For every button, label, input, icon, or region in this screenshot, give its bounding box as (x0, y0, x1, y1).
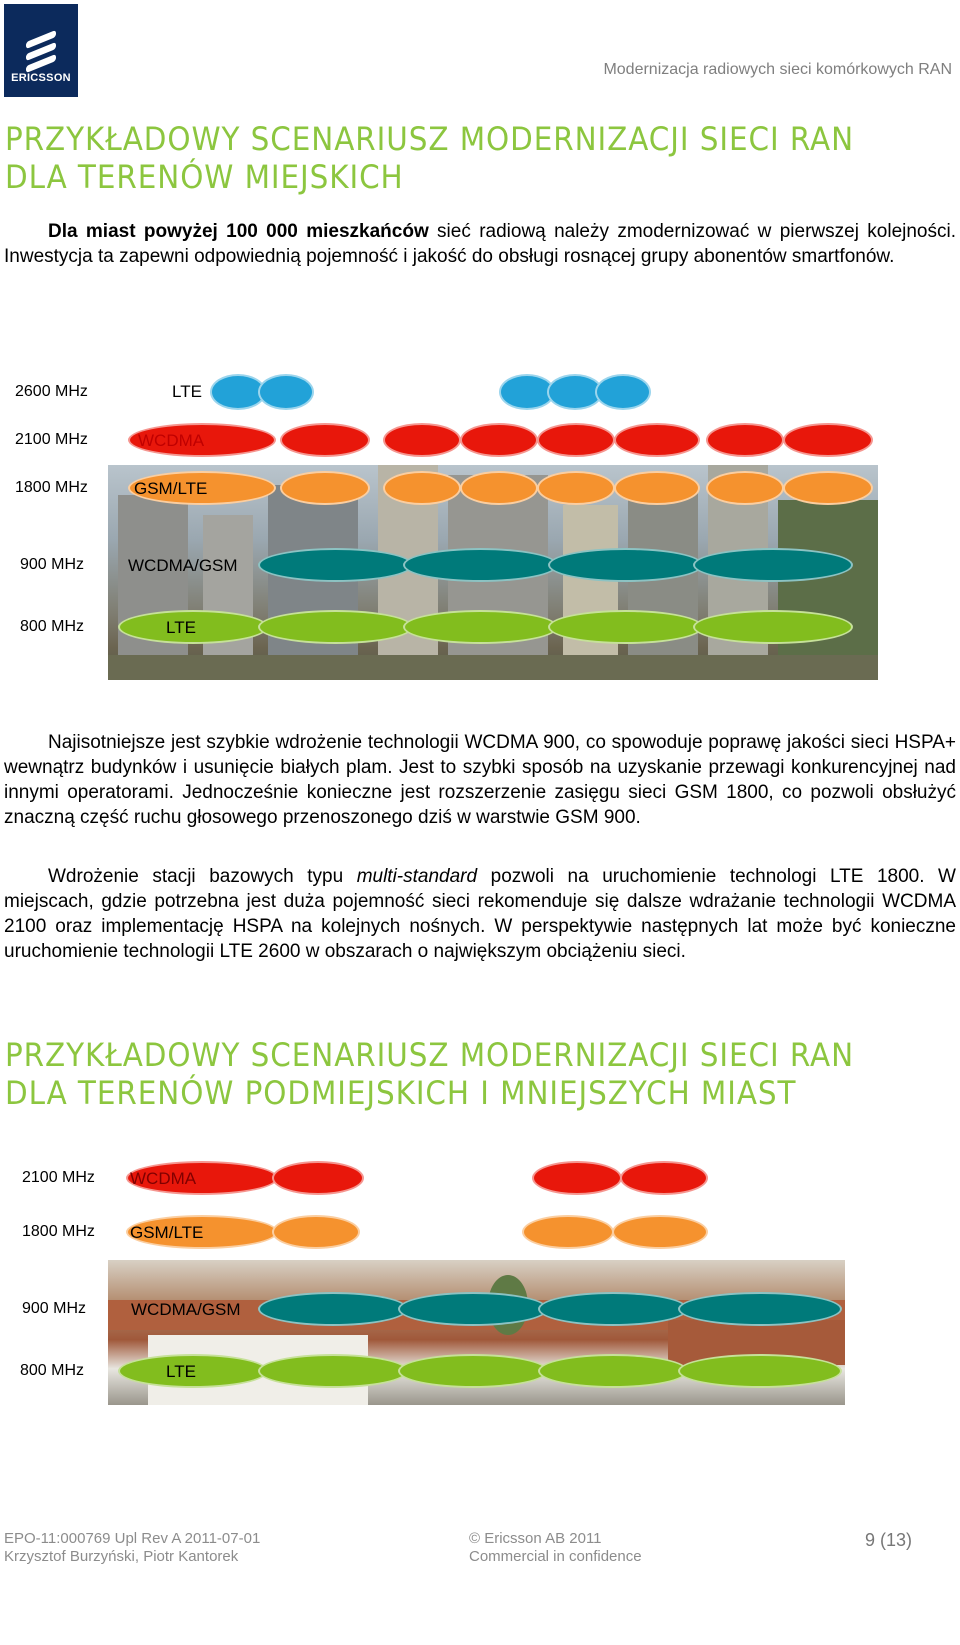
band-900-label: 900 MHz (22, 1300, 87, 1317)
intro-paragraph (4, 219, 956, 269)
wcdma2100-label: WCDMA (130, 1169, 197, 1188)
wcdma900-label: WCDMA/GSM (128, 556, 238, 575)
footer-doc-id: EPO-11:000769 Upl Rev A 2011-07-01 (4, 1530, 261, 1547)
lte2600-cell (595, 374, 651, 410)
band-800-label: 800 MHz (20, 1362, 85, 1379)
section-title-urban (5, 120, 870, 196)
lte800-cell (678, 1354, 842, 1388)
wcdma900-cell (398, 1292, 548, 1326)
gsm1800-cell (783, 471, 873, 505)
lte800-label: LTE (166, 1362, 196, 1381)
wcdma900-label: WCDMA/GSM (131, 1300, 241, 1319)
lte800-cell (693, 610, 853, 644)
lte800-label: LTE (166, 618, 196, 637)
lte2600-label: LTE (172, 382, 202, 401)
gsm1800-cell (522, 1215, 614, 1249)
gsm1800-label: GSM/LTE (130, 1223, 204, 1242)
section-title-line1: PRZYKŁADOWY SCENARIUSZ MODERNIZACJI SIECI RAN (5, 1036, 855, 1074)
footer-left (4, 1530, 260, 1566)
intro-text: sieć radiową należy zmodernizować w pierwszej kolejności. Inwestycja ta zapewni odpowiednią pojemność i jakość do obsługi rosnącej grupy abonentów smartfonów. (4, 221, 956, 267)
document-title: Modernizacja radiowych sieci komórkowych RAN (603, 61, 952, 78)
wcdma2100-cell (532, 1161, 622, 1195)
lte800-cell (258, 610, 413, 644)
gsm1800-cell (280, 471, 370, 505)
footer-copyright: © Ericsson AB 2011 (469, 1530, 602, 1547)
wcdma900-cell (403, 548, 558, 582)
gsm1800-cell (612, 1215, 708, 1249)
wcdma2100-cell (272, 1161, 364, 1195)
lte2600-cell (258, 374, 314, 410)
paragraph-multistandard (4, 864, 956, 964)
section-title-line1: PRZYKŁADOWY SCENARIUSZ MODERNIZACJI SIECI RAN (5, 120, 855, 158)
band-1800-label: 1800 MHz (22, 1223, 95, 1240)
footer-confidential: Commercial in confidence (469, 1548, 642, 1565)
band-2600-label: 2600 MHz (15, 383, 88, 400)
band-2100-label: 2100 MHz (22, 1169, 95, 1186)
ericsson-logo-icon (26, 34, 58, 70)
para3-text-a: Wdrożenie stacji bazowych typu (48, 866, 357, 887)
wcdma900-cell (548, 548, 703, 582)
paragraph-wcdma900: Najisotniejsze jest szybkie wdrożenie technologii WCDMA 900, co spowoduje poprawę jakości sieci HSPA+ wewnątrz budynków i usunięcie białych plam. Jest to szybki sposób na uzyskanie przewagi konkurencyjnej nad innymi operatorami. Jednocześnie konieczne jest rozszerzenie zasięgu sieci GSM 1800, co pozwoli obsłużyć znaczną część ruchu głosowego przenoszonego dziś w warstwie GSM 900. (4, 732, 956, 828)
ericsson-logo (4, 4, 78, 97)
gsm1800-cell (706, 471, 784, 505)
para3-text-b: pozwoli na uruchomienie technologi LTE 1800. W miejscach, gdzie potrzebna jest duża pojemność sieci rekomenduje się dalsze wdrażanie technologii WCDMA 2100 oraz implementację HSPA na kolejnych nośnych. W perspektywie następnych lat może być konieczne uruchomienie technologii LTE 2600 w obszarach o największym obciążeniu sieci. (4, 866, 956, 962)
lte800-cell (258, 1354, 408, 1388)
gsm1800-cell (272, 1215, 360, 1249)
band-900-label: 900 MHz (20, 556, 85, 573)
page-number: 9 (13) (864, 1530, 912, 1550)
wcdma2100-cell (706, 423, 784, 457)
lte800-cell (548, 610, 703, 644)
wcdma2100-label: WCDMA (138, 431, 205, 450)
wcdma900-cell (258, 1292, 408, 1326)
intro-bold-text: Dla miast powyżej 100 000 mieszkańców (48, 221, 429, 242)
wcdma900-cell (258, 548, 413, 582)
suburban-spectrum-diagram (0, 1150, 960, 1410)
wcdma2100-cell (614, 423, 700, 457)
footer-authors: Krzysztof Burzyński, Piotr Kantorek (4, 1548, 239, 1565)
section-title-suburban (5, 1036, 870, 1112)
wcdma900-cell (693, 548, 853, 582)
wcdma2100-cell (620, 1161, 708, 1195)
gsm1800-cell (460, 471, 538, 505)
gsm1800-cell (383, 471, 461, 505)
wcdma2100-cell (783, 423, 873, 457)
lte800-cell (403, 610, 558, 644)
footer-center (469, 1530, 642, 1566)
para3-italic: multi-standard (356, 866, 478, 887)
wcdma900-cell (538, 1292, 688, 1326)
wcdma2100-cell (280, 423, 370, 457)
gsm1800-cell (614, 471, 700, 505)
lte800-cell (398, 1354, 548, 1388)
wcdma2100-cell (537, 423, 615, 457)
band-800-label: 800 MHz (20, 618, 85, 635)
section-title-line2: DLA TERENÓW PODMIEJSKICH I MNIEJSZYCH MIAST (5, 1074, 797, 1112)
urban-spectrum-diagram (0, 360, 960, 685)
wcdma2100-cell (383, 423, 461, 457)
gsm1800-cell (537, 471, 615, 505)
section-title-line2: DLA TERENÓW MIEJSKICH (5, 158, 404, 196)
gsm1800-label: GSM/LTE (134, 479, 208, 498)
band-2100-label: 2100 MHz (15, 431, 88, 448)
wcdma2100-cell (460, 423, 538, 457)
logo-text: ERICSSON (11, 72, 71, 84)
band-1800-label: 1800 MHz (15, 479, 88, 496)
wcdma900-cell (678, 1292, 842, 1326)
lte800-cell (538, 1354, 688, 1388)
